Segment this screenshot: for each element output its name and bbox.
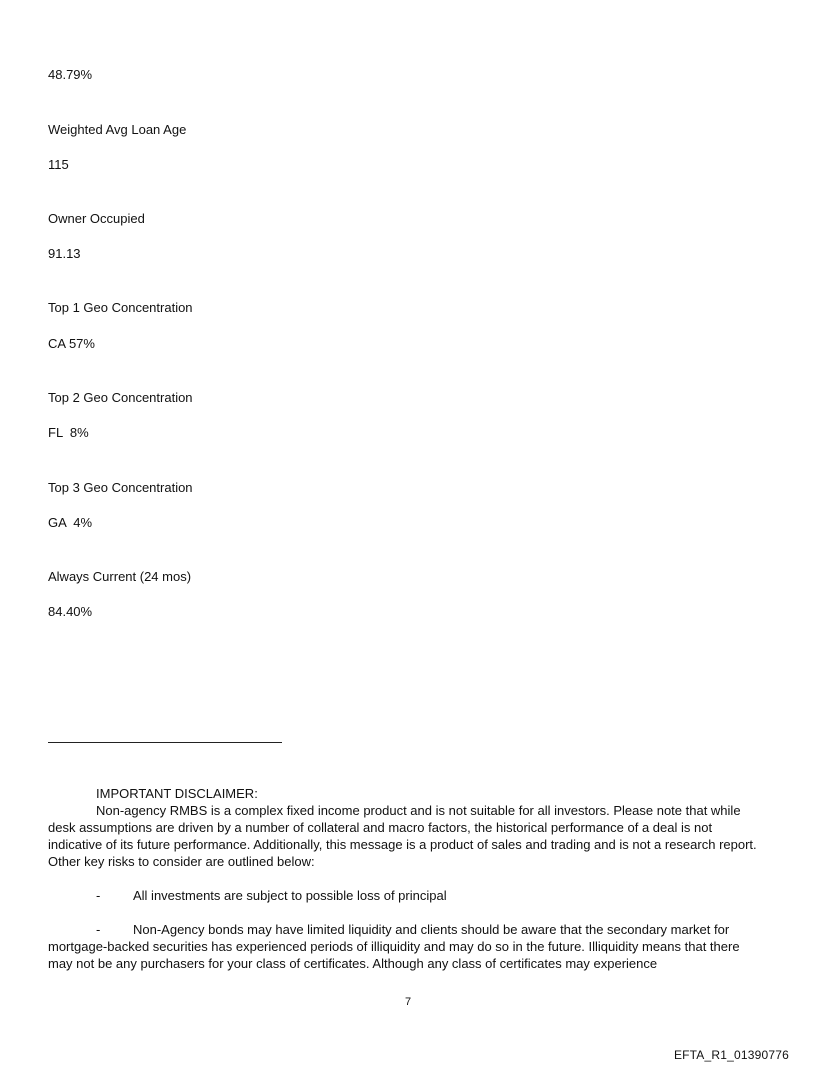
bullet-text: All investments are subject to possible loss of principal [133, 888, 447, 903]
field-label-top3-geo: Top 3 Geo Concentration [48, 480, 193, 495]
field-label-weighted-avg-loan-age: Weighted Avg Loan Age [48, 122, 187, 137]
disclaimer-block [48, 785, 764, 972]
disclaimer-heading: IMPORTANT DISCLAIMER: [96, 786, 258, 801]
page-number: 7 [404, 996, 412, 1008]
bullet-dash: - [96, 922, 101, 937]
footnote-divider [48, 742, 282, 743]
field-value-weighted-avg-loan-age: 115 [48, 157, 69, 172]
bullet-dash: - [96, 888, 101, 903]
disclaimer-bullet [48, 887, 764, 904]
field-value-top3-geo: GA 4% [48, 515, 93, 530]
disclaimer-paragraph: Non-agency RMBS is a complex fixed income product and is not suitable for all investors. Please note that while desk assumptions are driven by a number of collateral and macro factors, the historical performance of a deal is not indicative of its future performance. Additionally, this message is a product of sales and trading and is not a research report. Other key risks to consider are outlined below: [48, 803, 757, 869]
field-label-top1-geo: Top 1 Geo Concentration [48, 300, 193, 315]
field-value-always-current: 84.40% [48, 604, 93, 619]
bullet-text: Non-Agency bonds may have limited liquidity and clients should be aware that the secondary market for mortgage-backed securities has experienced periods of illiquidity and may do so in the future. Illiquidity means that there may not be any purchasers for your class of certificates. Although any class of certificates may experience [48, 922, 740, 971]
disclaimer-bullet [48, 921, 764, 972]
field-value-top2-geo: FL 8% [48, 425, 89, 440]
field-value-1: 48.79% [48, 67, 93, 82]
field-value-owner-occupied: 91.13 [48, 246, 81, 261]
document-id: EFTA_R1_01390776 [673, 1048, 789, 1062]
field-value-top1-geo: CA 57% [48, 336, 95, 351]
field-label-top2-geo: Top 2 Geo Concentration [48, 390, 193, 405]
field-label-owner-occupied: Owner Occupied [48, 211, 145, 226]
field-label-always-current: Always Current (24 mos) [48, 569, 192, 584]
